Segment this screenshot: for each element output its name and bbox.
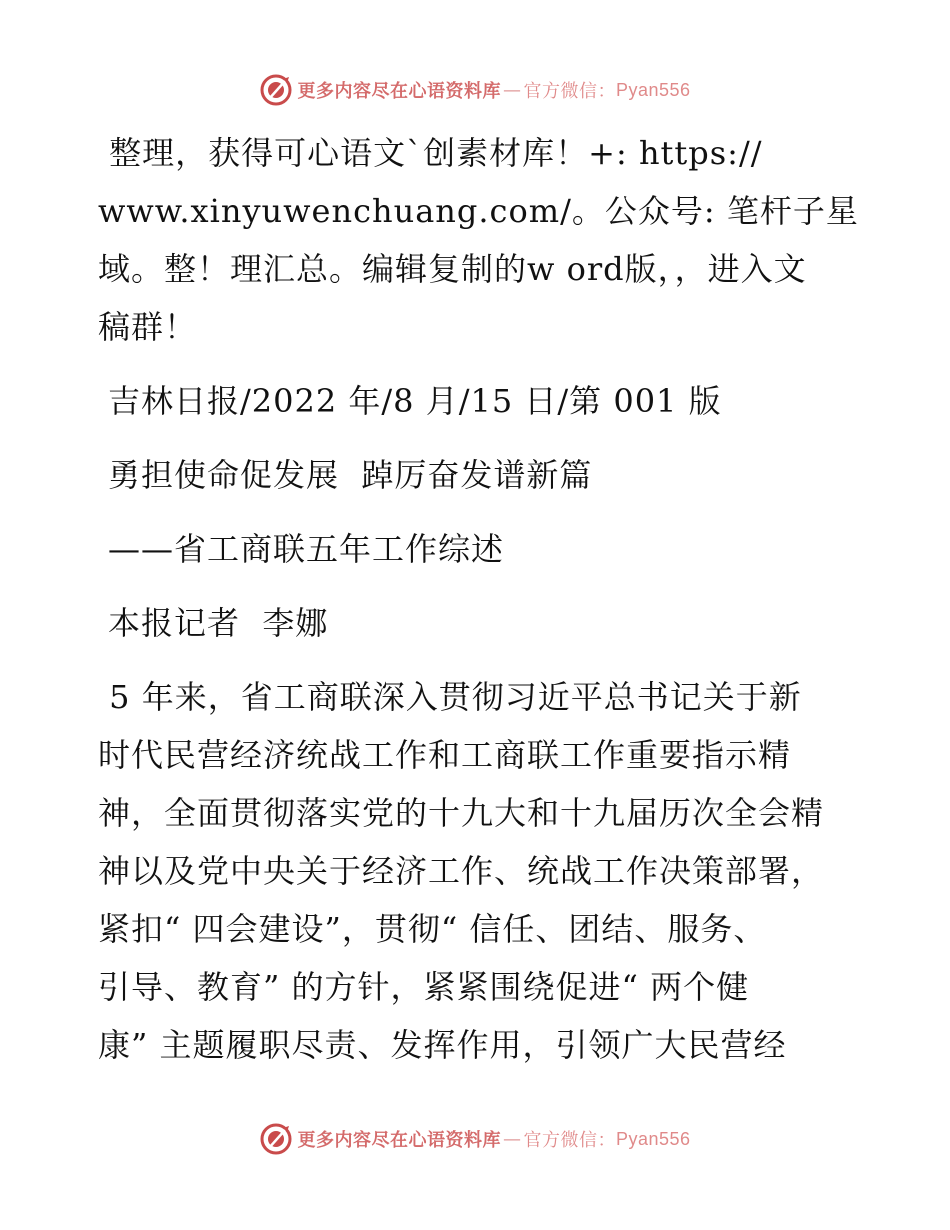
body-line-5: 紧扣“ 四会建设”，贯彻“ 信任、团结、服务、 xyxy=(98,910,767,948)
seal-logo-icon xyxy=(259,73,293,107)
watermark-main-text: 更多内容尽在心语资料库 xyxy=(297,1130,501,1151)
watermark-sub-text: 官方微信： xyxy=(523,1130,616,1151)
article-subtitle: ——省工商联五年工作综述 xyxy=(108,530,505,568)
body-line-4: 神以及党中央关于经济工作、统战工作决策部署， xyxy=(98,852,825,890)
watermark-banner-top xyxy=(0,70,950,110)
body-line-2: 时代民营经济统战工作和工商联工作重要指示精 xyxy=(98,736,792,774)
watermark-handle: Pyan556 xyxy=(615,79,691,100)
watermark-handle: Pyan556 xyxy=(615,1128,691,1149)
watermark-banner-bottom xyxy=(0,1119,950,1159)
body-line-1: 5 年来，省工商联深入贯彻习近平总书记关于新 xyxy=(98,678,802,716)
intro-line-4: 稿群！ xyxy=(98,308,198,346)
body-line-7: 康” 主题履职尽责、发挥作用，引领广大民营经 xyxy=(98,1026,787,1064)
article-title: 勇担使命促发展 踔厉奋发谱新篇 xyxy=(108,456,593,494)
watermark-main-text: 更多内容尽在心语资料库 xyxy=(297,81,501,102)
body-line-6: 引导、教育” 的方针，紧紧围绕促进“ 两个健 xyxy=(98,968,750,1006)
body-line-3: 神，全面贯彻落实党的十九大和十九届历次全会精 xyxy=(98,794,825,832)
document-body xyxy=(98,124,868,1074)
intro-line-1: 整理，获得可心语文`创素材库！+: https:// xyxy=(98,134,763,172)
watermark-dash: — xyxy=(502,1128,522,1150)
watermark-sub-text: 官方微信： xyxy=(523,81,616,102)
source-line: 吉林日报/2022 年/8 月/15 日/第 001 版 xyxy=(108,382,722,420)
seal-logo-icon xyxy=(259,1122,293,1156)
byline: 本报记者 李娜 xyxy=(108,604,329,642)
intro-line-3: 域。整！理汇总。编辑复制的w ord版，，进入文 xyxy=(98,250,807,288)
watermark-dash: — xyxy=(502,79,522,101)
intro-line-2: www.xinyuwenchuang.com/。公众号: 笔杆子星 xyxy=(98,192,859,230)
